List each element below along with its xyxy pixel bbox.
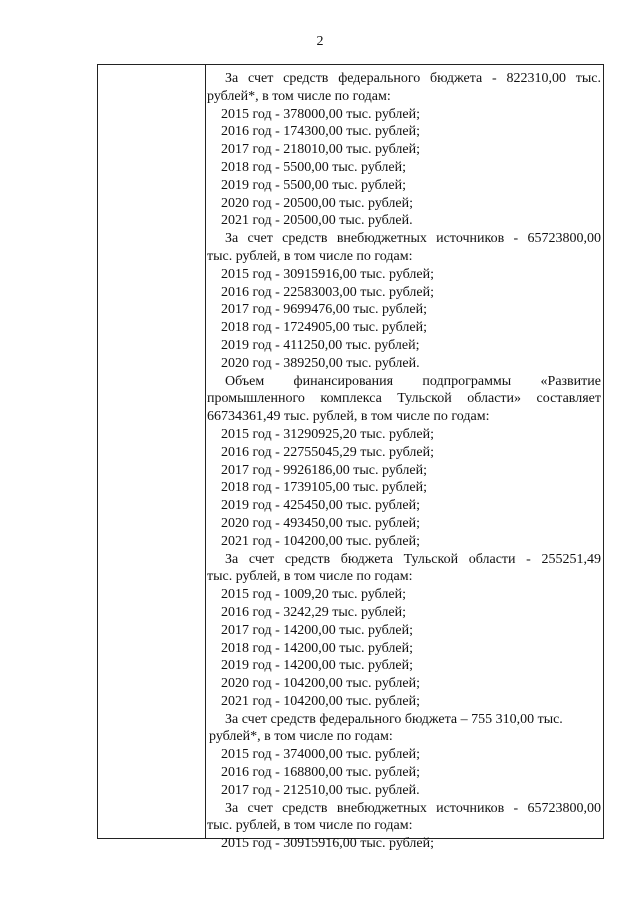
text-line: 2015 год - 1009,20 тыс. рублей; [221, 587, 407, 603]
text-line: 2015 год - 30915916,00 тыс. рублей; [221, 266, 435, 282]
text-line: Объем финансирования подпрограммы «Развитие [225, 373, 601, 389]
text-line: 2016 год - 168800,00 тыс. рублей; [221, 765, 421, 781]
text-line: 2020 год - 20500,00 тыс. рублей; [221, 195, 414, 211]
text-line: 2017 год - 218010,00 тыс. рублей; [221, 142, 421, 158]
text-line: 2018 год - 1739105,00 тыс. рублей; [221, 480, 428, 496]
text-line: тыс. рублей, в том числе по годам: [207, 248, 413, 264]
column-divider [205, 64, 206, 839]
text-line: 2018 год - 14200,00 тыс. рублей; [221, 640, 414, 656]
text-line: За счет средств внебюджетных источников - 65723800,00 [225, 800, 601, 816]
text-line: 2019 год - 411250,00 тыс. рублей; [221, 337, 420, 353]
text-line: 2020 год - 493450,00 тыс. рублей; [221, 515, 421, 531]
text-line: 2015 год - 31290925,20 тыс. рублей; [221, 426, 435, 442]
text-line: 2016 год - 22583003,00 тыс. рублей; [221, 284, 435, 300]
text-line: 2017 год - 9926186,00 тыс. рублей; [221, 462, 428, 478]
text-line: 2017 год - 9699476,00 тыс. рублей; [221, 302, 428, 318]
text-line: промышленного комплекса Тульской области» составляет [207, 391, 601, 407]
text-line: За счет средств федерального бюджета - 822310,00 тыс. [225, 71, 601, 86]
text-line: 2020 год - 104200,00 тыс. рублей; [221, 676, 421, 692]
text-line: 2015 год - 378000,00 тыс. рублей; [221, 106, 421, 122]
text-line: 2017 год - 14200,00 тыс. рублей; [221, 622, 414, 638]
text-line: 2019 год - 425450,00 тыс. рублей; [221, 498, 421, 514]
text-line: 2015 год - 374000,00 тыс. рублей; [221, 747, 421, 763]
text-line: За счет средств внебюджетных источников - 65723800,00 [225, 231, 601, 247]
text-line: 2019 год - 5500,00 тыс. рублей; [221, 177, 407, 193]
text-line: 2015 год - 30915916,00 тыс. рублей; [221, 836, 435, 852]
text-line: 2021 год - 104200,00 тыс. рублей; [221, 533, 421, 549]
text-line: 2016 год - 22755045,29 тыс. рублей; [221, 444, 435, 460]
text-line: За счет средств федерального бюджета – 755 310,00 тыс. [225, 711, 563, 727]
text-line: 2018 год - 5500,00 тыс. рублей; [221, 159, 407, 175]
text-line: тыс. рублей, в том числе по годам: [207, 569, 413, 585]
text-line: 2020 год - 389250,00 тыс. рублей. [221, 355, 420, 371]
text-line: За счет средств бюджета Тульской области - 255251,49 [225, 551, 601, 567]
text-line: 2019 год - 14200,00 тыс. рублей; [221, 658, 414, 674]
financing-text-column [207, 70, 601, 853]
text-line: тыс. рублей, в том числе по годам: [207, 818, 413, 834]
text-line: рублей*, в том числе по годам: [207, 88, 391, 104]
text-line: 2017 год - 212510,00 тыс. рублей. [221, 782, 420, 798]
text-line: 2016 год - 174300,00 тыс. рублей; [221, 124, 421, 140]
text-line: 66734361,49 тыс. рублей, в том числе по годам: [207, 409, 490, 425]
text-line: 2021 год - 104200,00 тыс. рублей; [221, 693, 421, 709]
text-line: рублей*, в том числе по годам: [209, 729, 393, 745]
text-line: 2021 год - 20500,00 тыс. рублей. [221, 213, 413, 229]
text-line: 2016 год - 3242,29 тыс. рублей; [221, 604, 407, 620]
page-number: 2 [316, 34, 324, 49]
text-line: 2018 год - 1724905,00 тыс. рублей; [221, 320, 428, 336]
